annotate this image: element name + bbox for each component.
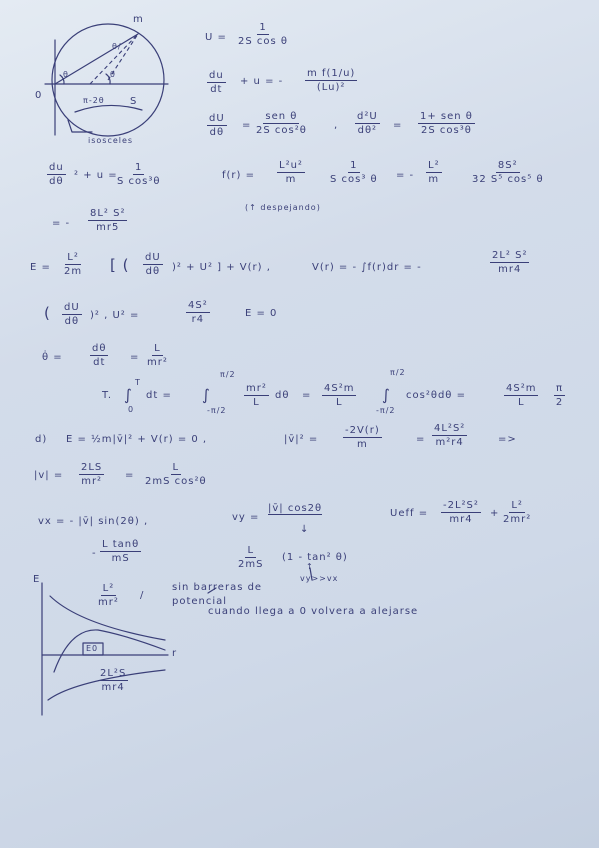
theta-lhs: θ̇ =	[42, 352, 63, 363]
energy-v-fraction: $\frac{\text{2L² S²}}{mr4}$	[492, 250, 528, 275]
eq3-lhs-fraction: $\frac{\text{d²U}}{\text{dθ²}}$	[357, 111, 378, 136]
eq2-comma: ,	[334, 120, 339, 131]
vel-fraction-2: $\frac{L}{\text{2mS cos²θ}}$	[145, 462, 207, 487]
vel-lhs: |v| =	[34, 470, 64, 481]
partd-eq2: =	[416, 434, 426, 445]
integral-a-fraction: $\frac{\text{mr²}}{L}$	[246, 383, 267, 408]
integral-2: ∫	[202, 386, 211, 404]
integral-2-upper: π/2	[220, 370, 236, 379]
force-rhs-fraction: $\frac{1}{\text{S cos³θ}}$	[117, 162, 161, 187]
eq2-eq: =	[242, 120, 252, 131]
eq3-eq: =	[393, 120, 403, 131]
integral-cos-text: cos²θdθ =	[406, 390, 466, 401]
diagram-s-label: S	[130, 96, 138, 107]
eq2-lhs-fraction: $\frac{dU}{d\theta}$	[209, 113, 225, 138]
integral-pi-fraction: $\frac{\pi}{2}$	[555, 383, 564, 408]
integral-b-fraction: $\frac{\text{4S²m}}{L}$	[324, 383, 355, 408]
vel-eq: =	[125, 470, 135, 481]
force-f3-fraction: $\frac{\text{L²}}{m}$	[428, 160, 440, 185]
vy-up-arrow: ↑	[306, 562, 314, 571]
graph-note-1: sin barreras de	[172, 582, 263, 593]
vy-low-fraction: $\frac{L}{2mS}$	[238, 545, 264, 570]
partd-label: d)	[35, 434, 48, 445]
ueff-fraction-2: $\frac{\text{L²}}{\text{2mr²}}$	[503, 500, 532, 525]
theta-fraction: $\frac{d\theta}{dt}$	[92, 343, 107, 368]
integral-eq: =	[302, 390, 312, 401]
graph-note-3: cuando llega a 0 volvera a alejarse	[208, 606, 419, 617]
partd-v2-fraction: $\frac{-2V(r)}{m}$	[345, 425, 380, 450]
eq2-rhs-fraction: sen θ 2S cos²θ	[256, 111, 307, 136]
vx-equation: vx = - |v̄| sin(2θ) ,	[38, 516, 149, 527]
force-f1-fraction: $\frac{\text{L²u²}}{m}$	[279, 160, 303, 185]
eq1-lhs-fraction: $\frac{du}{dt}$	[209, 70, 224, 95]
sum-open: (	[44, 304, 51, 322]
energy-v-eq: V(r) = - ∫f(r)dr = -	[312, 262, 422, 273]
force-lhs-fraction: $\frac{du}{d\theta}$	[49, 162, 64, 187]
diagram-isosceles: isosceles	[88, 136, 134, 145]
diagram-m-label: m	[133, 14, 144, 25]
force-lhs-rest: ² + u =	[74, 170, 118, 181]
ueff-fraction-1: $\frac{\text{-2L²S²}}{mr4}$	[443, 500, 479, 525]
partd-arrow: =>	[498, 434, 517, 445]
integral-3-upper: π/2	[390, 368, 406, 377]
u-lhs: U =	[205, 32, 227, 43]
diagram-theta-mid: θ	[110, 70, 116, 79]
force-f2-fraction: $\frac{1}{\text{S cos³ θ}}$	[330, 160, 378, 185]
sum-r-fraction: $\frac{\text{4S²}}{r4}$	[188, 300, 208, 325]
eq1-rhs-fraction: $\frac{\text{m f(1/u)}}{\text{(Lu)²}}$	[307, 68, 356, 93]
partd-eq: E = ½m|v̄|² + V(r) = 0 ,	[66, 434, 208, 445]
integral-1: ∫	[124, 386, 133, 404]
diagram-theta-top: θ/	[112, 42, 122, 51]
diagram-theta-left: θ	[63, 70, 69, 79]
partd-r-fraction: $\frac{\text{4L²S²}}{\text{m²r4}}$	[434, 423, 466, 448]
integral-dt: dt =	[146, 390, 172, 401]
theta-rhs-fraction: $\frac{L}{\text{mr²}}$	[147, 343, 168, 368]
period-T: T.	[102, 390, 113, 401]
diagram-origin: 0	[35, 90, 43, 101]
graph-r-axis-label: r	[172, 648, 178, 659]
energy-L-fraction: $\frac{\text{L²}}{2m}$	[64, 252, 83, 277]
graph-E-axis: E	[33, 574, 41, 585]
integral-dtheta: dθ	[275, 390, 290, 401]
eq3-rhs-fraction: 1+ sen θ 2S cos³θ	[420, 111, 473, 136]
energy-E: E =	[30, 262, 51, 273]
graph-note-2: potencial	[172, 596, 228, 607]
force-f-lhs: f(r) =	[222, 170, 255, 181]
graph-l-fraction: $\frac{\text{L²}}{\text{mr²}}$	[98, 583, 119, 608]
vy-down-arrow: ↓	[300, 524, 310, 535]
integral-1-upper: T	[135, 378, 141, 387]
force-despejando: (↑ despejando)	[245, 203, 321, 212]
ueff-plus: +	[490, 508, 500, 519]
force-result-lhs: = -	[52, 218, 71, 229]
tan-fraction: $\frac{\text{L tanθ}}{mS}$	[102, 539, 140, 564]
sum-E0: E = 0	[245, 308, 278, 319]
diagram-pi-minus: π-2θ	[83, 96, 105, 105]
energy-tail: )² + U² ] + V(r) ,	[172, 262, 271, 273]
eq1-mid: + u = -	[240, 76, 284, 87]
integral-3: ∫	[382, 386, 391, 404]
vy-dominance: vy>>vx	[300, 574, 339, 583]
tan-lhs: -	[92, 548, 97, 559]
force-f-mid: = -	[396, 170, 415, 181]
energy-bracket-open: [ (	[110, 256, 130, 274]
integral-c-fraction: $\frac{\text{4S²m}}{L}$	[506, 383, 537, 408]
integral-1-lower: 0	[128, 405, 135, 414]
vy-lhs: vy =	[232, 512, 260, 523]
energy-du-fraction: $\frac{dU}{d\theta}$	[145, 252, 161, 277]
force-result-fraction: $\frac{\text{8L² S²}}{mr5}$	[90, 208, 126, 233]
sum-du-fraction: $\frac{dU}{d\theta}$	[64, 302, 80, 327]
u-fraction: $\frac{1}{\text{2S cos θ}}$	[238, 22, 289, 47]
vy-numerator: |v̄| cos2θ	[268, 503, 323, 514]
sum-mid: )² , U² =	[90, 310, 140, 321]
integral-3-lower: -π/2	[376, 406, 396, 415]
force-f4-fraction: $\frac{\text{8S²}}{\text{32 S⁵ cos⁵ θ}}$	[472, 160, 544, 185]
graph-slash: /	[140, 590, 145, 601]
integral-2-lower: -π/2	[207, 406, 227, 415]
graph-bottom-fraction: $\frac{\text{2L²S}}{mr4}$	[100, 668, 127, 693]
partd-v2: |v̄|² =	[284, 434, 319, 445]
vy-low-text: (1 - tan² θ)	[282, 552, 348, 563]
ueff-lhs: Ueff =	[390, 508, 429, 519]
vel-fraction-1: $\frac{2LS}{\text{mr²}}$	[81, 462, 103, 487]
graph-E0: E0	[86, 644, 99, 653]
theta-eq: =	[130, 352, 140, 363]
